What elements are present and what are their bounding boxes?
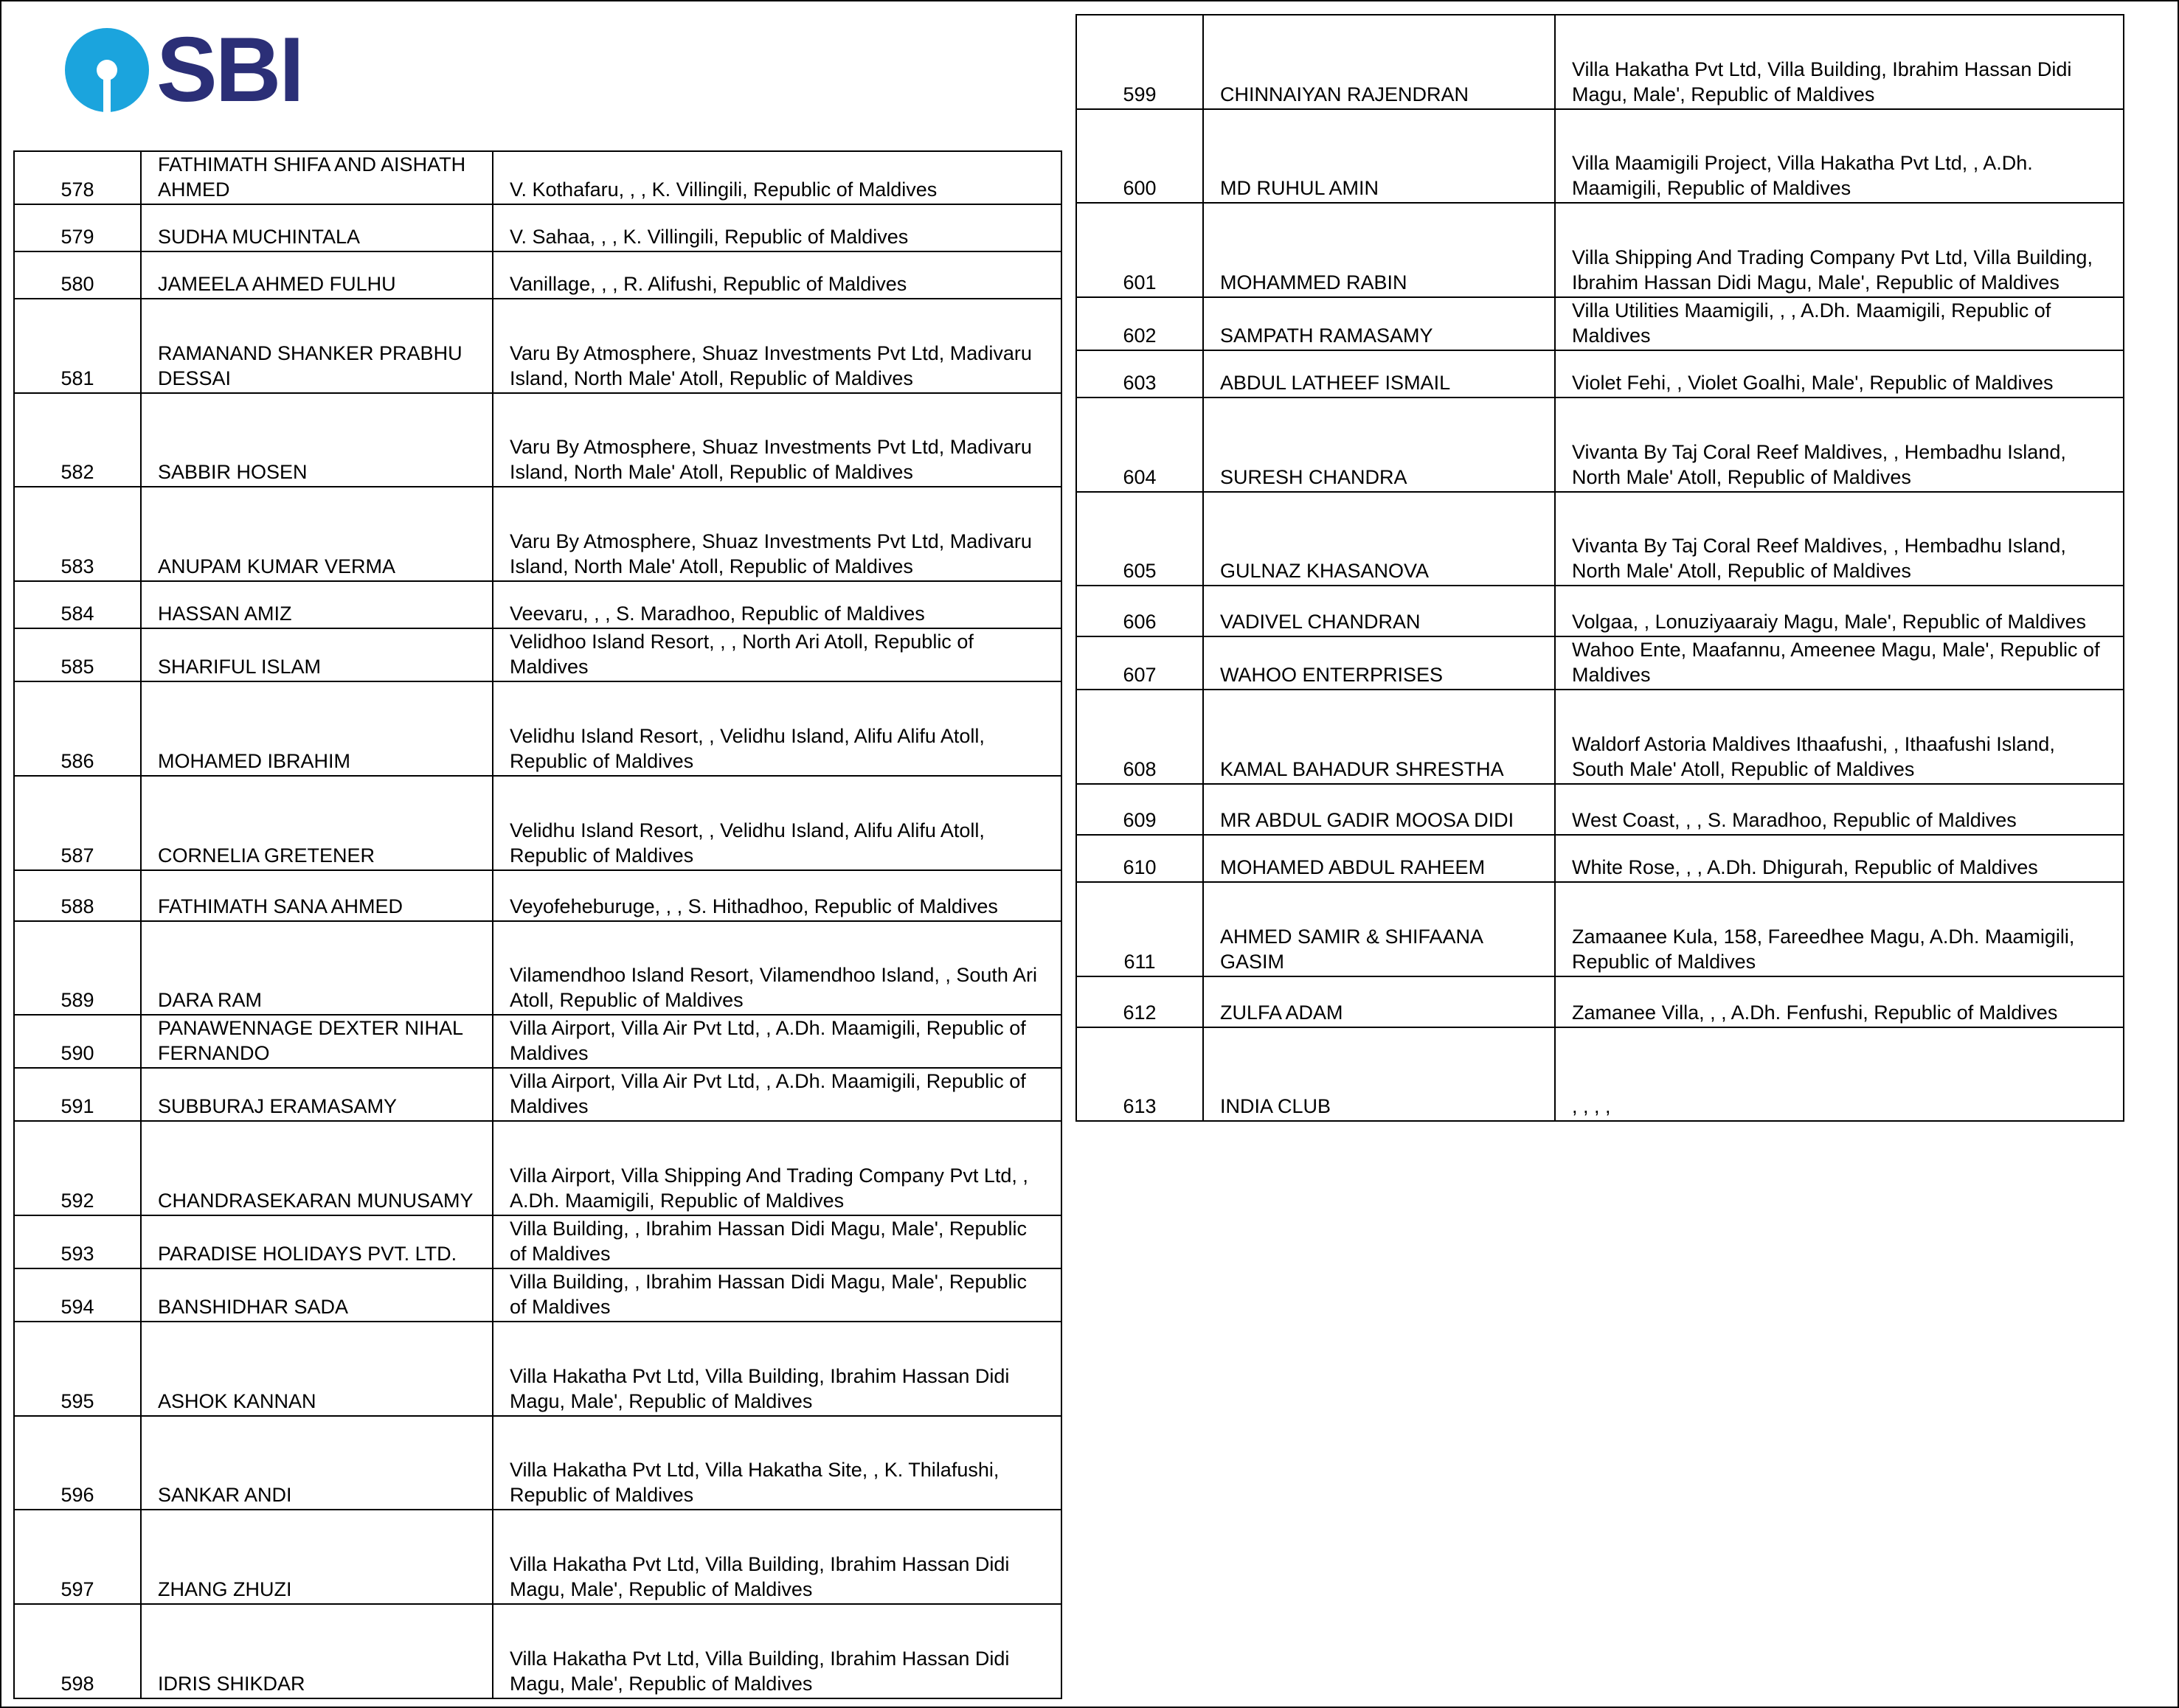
row-number: 608 <box>1076 690 1203 784</box>
table-row <box>14 1416 1061 1510</box>
customer-address: Villa Hakatha Pvt Ltd, Villa Building, Ibrahim Hassan Didi Magu, Male', Republic of Maldives <box>493 1510 1061 1604</box>
row-number: 613 <box>1076 1027 1203 1121</box>
customer-address: Vanillage, , , R. Alifushi, Republic of Maldives <box>493 251 1061 299</box>
table-row <box>1076 297 2124 350</box>
row-number: 578 <box>14 151 141 204</box>
customer-name: FATHIMATH SANA AHMED <box>141 870 493 921</box>
customer-address: Veyofeheburuge, , , S. Hithadhoo, Republic of Maldives <box>493 870 1061 921</box>
customer-address: Vivanta By Taj Coral Reef Maldives, , Hembadhu Island, North Male' Atoll, Republic of Maldives <box>1555 492 2124 586</box>
customer-name: SABBIR HOSEN <box>141 393 493 487</box>
row-number: 607 <box>1076 636 1203 690</box>
row-number: 591 <box>14 1068 141 1121</box>
table-row <box>14 151 1061 204</box>
table-row <box>1076 586 2124 636</box>
customer-address: Villa Building, , Ibrahim Hassan Didi Magu, Male', Republic of Maldives <box>493 1268 1061 1322</box>
customer-name: HASSAN AMIZ <box>141 581 493 628</box>
row-number: 587 <box>14 776 141 870</box>
table-row <box>14 1268 1061 1322</box>
customer-address: Villa Airport, Villa Air Pvt Ltd, , A.Dh. Maamigili, Republic of Maldives <box>493 1068 1061 1121</box>
customer-address: West Coast, , , S. Maradhoo, Republic of Maldives <box>1555 784 2124 835</box>
customer-table-right <box>1075 14 2124 1122</box>
customer-name: CHINNAIYAN RAJENDRAN <box>1203 15 1555 109</box>
customer-name: AHMED SAMIR & SHIFAANA GASIM <box>1203 882 1555 976</box>
customer-address: Zamanee Villa, , , A.Dh. Fenfushi, Republic of Maldives <box>1555 976 2124 1027</box>
customer-address: V. Kothafaru, , , K. Villingili, Republic of Maldives <box>493 151 1061 204</box>
customer-name: FATHIMATH SHIFA AND AISHATH AHMED <box>141 151 493 204</box>
customer-address: Villa Shipping And Trading Company Pvt Ltd, Villa Building, Ibrahim Hassan Didi Magu, Male', Republic of Maldives <box>1555 203 2124 297</box>
customer-name: SUDHA MUCHINTALA <box>141 204 493 251</box>
row-number: 594 <box>14 1268 141 1322</box>
table-row <box>1076 636 2124 690</box>
table-row <box>14 299 1061 393</box>
row-number: 595 <box>14 1322 141 1416</box>
row-number: 610 <box>1076 835 1203 882</box>
table-row <box>14 1215 1061 1268</box>
customer-address: Villa Airport, Villa Shipping And Trading Company Pvt Ltd, , A.Dh. Maamigili, Republic of Maldives <box>493 1121 1061 1215</box>
customer-name: MOHAMED IBRAHIM <box>141 681 493 776</box>
table-row <box>14 776 1061 870</box>
row-number: 597 <box>14 1510 141 1604</box>
row-number: 583 <box>14 487 141 581</box>
row-number: 596 <box>14 1416 141 1510</box>
table-row <box>14 870 1061 921</box>
customer-address: Velidhu Island Resort, , Velidhu Island, Alifu Alifu Atoll, Republic of Maldives <box>493 681 1061 776</box>
row-number: 581 <box>14 299 141 393</box>
row-number: 605 <box>1076 492 1203 586</box>
customer-name: MR ABDUL GADIR MOOSA DIDI <box>1203 784 1555 835</box>
table-row <box>14 393 1061 487</box>
table-row <box>14 581 1061 628</box>
table-row <box>14 251 1061 299</box>
customer-address: Veevaru, , , S. Maradhoo, Republic of Maldives <box>493 581 1061 628</box>
customer-address: Varu By Atmosphere, Shuaz Investments Pvt Ltd, Madivaru Island, North Male' Atoll, Republic of Maldives <box>493 393 1061 487</box>
customer-address: White Rose, , , A.Dh. Dhigurah, Republic of Maldives <box>1555 835 2124 882</box>
customer-name: KAMAL BAHADUR SHRESTHA <box>1203 690 1555 784</box>
customer-name: SUBBURAJ ERAMASAMY <box>141 1068 493 1121</box>
customer-name: DARA RAM <box>141 921 493 1015</box>
table-row <box>1076 15 2124 109</box>
row-number: 588 <box>14 870 141 921</box>
sbi-logo-text: SBI <box>156 18 302 121</box>
customer-name: BANSHIDHAR SADA <box>141 1268 493 1322</box>
table-row <box>14 487 1061 581</box>
customer-address: Varu By Atmosphere, Shuaz Investments Pvt Ltd, Madivaru Island, North Male' Atoll, Republic of Maldives <box>493 299 1061 393</box>
customer-name: IDRIS SHIKDAR <box>141 1604 493 1698</box>
row-number: 580 <box>14 251 141 299</box>
customer-address: Velidhoo Island Resort, , , North Ari Atoll, Republic of Maldives <box>493 628 1061 681</box>
customer-name: INDIA CLUB <box>1203 1027 1555 1121</box>
customer-name: SURESH CHANDRA <box>1203 398 1555 492</box>
customer-name: WAHOO ENTERPRISES <box>1203 636 1555 690</box>
table-row <box>1076 976 2124 1027</box>
customer-name: ZULFA ADAM <box>1203 976 1555 1027</box>
row-number: 601 <box>1076 203 1203 297</box>
customer-address: Vivanta By Taj Coral Reef Maldives, , Hembadhu Island, North Male' Atoll, Republic of Maldives <box>1555 398 2124 492</box>
table-row <box>1076 690 2124 784</box>
row-number: 589 <box>14 921 141 1015</box>
table-row <box>14 1068 1061 1121</box>
customer-address: , , , , <box>1555 1027 2124 1121</box>
row-number: 612 <box>1076 976 1203 1027</box>
row-number: 584 <box>14 581 141 628</box>
row-number: 592 <box>14 1121 141 1215</box>
customer-address: Violet Fehi, , Violet Goalhi, Male', Republic of Maldives <box>1555 350 2124 398</box>
table-row <box>1076 492 2124 586</box>
customer-name: ZHANG ZHUZI <box>141 1510 493 1604</box>
customer-name: MOHAMED ABDUL RAHEEM <box>1203 835 1555 882</box>
customer-address: Villa Hakatha Pvt Ltd, Villa Building, Ibrahim Hassan Didi Magu, Male', Republic of Maldives <box>493 1604 1061 1698</box>
customer-address: Villa Hakatha Pvt Ltd, Villa Hakatha Site, , K. Thilafushi, Republic of Maldives <box>493 1416 1061 1510</box>
sbi-keyhole-icon <box>63 27 150 114</box>
row-number: 611 <box>1076 882 1203 976</box>
table-row <box>1076 882 2124 976</box>
customer-name: SHARIFUL ISLAM <box>141 628 493 681</box>
row-number: 593 <box>14 1215 141 1268</box>
customer-address: Villa Airport, Villa Air Pvt Ltd, , A.Dh. Maamigili, Republic of Maldives <box>493 1015 1061 1068</box>
customer-name: CHANDRASEKARAN MUNUSAMY <box>141 1121 493 1215</box>
row-number: 586 <box>14 681 141 776</box>
customer-name: SANKAR ANDI <box>141 1416 493 1510</box>
row-number: 603 <box>1076 350 1203 398</box>
customer-address: Volgaa, , Lonuziyaaraiy Magu, Male', Republic of Maldives <box>1555 586 2124 636</box>
row-number: 590 <box>14 1015 141 1068</box>
customer-name: VADIVEL CHANDRAN <box>1203 586 1555 636</box>
customer-name: MD RUHUL AMIN <box>1203 109 1555 203</box>
table-row <box>1076 784 2124 835</box>
customer-address: Villa Utilities Maamigili, , , A.Dh. Maamigili, Republic of Maldives <box>1555 297 2124 350</box>
table-row <box>14 1322 1061 1416</box>
customer-name: ABDUL LATHEEF ISMAIL <box>1203 350 1555 398</box>
row-number: 604 <box>1076 398 1203 492</box>
row-number: 579 <box>14 204 141 251</box>
customer-address: Villa Hakatha Pvt Ltd, Villa Building, Ibrahim Hassan Didi Magu, Male', Republic of Maldives <box>493 1322 1061 1416</box>
customer-name: JAMEELA AHMED FULHU <box>141 251 493 299</box>
customer-name: MOHAMMED RABIN <box>1203 203 1555 297</box>
customer-address: Villa Maamigili Project, Villa Hakatha Pvt Ltd, , A.Dh. Maamigili, Republic of Maldives <box>1555 109 2124 203</box>
row-number: 606 <box>1076 586 1203 636</box>
customer-address: Zamaanee Kula, 158, Fareedhee Magu, A.Dh. Maamigili, Republic of Maldives <box>1555 882 2124 976</box>
table-row <box>1076 1027 2124 1121</box>
table-row <box>14 1510 1061 1604</box>
row-number: 599 <box>1076 15 1203 109</box>
table-row <box>14 681 1061 776</box>
row-number: 602 <box>1076 297 1203 350</box>
customer-name: GULNAZ KHASANOVA <box>1203 492 1555 586</box>
row-number: 609 <box>1076 784 1203 835</box>
sbi-logo <box>63 18 314 121</box>
customer-address: Wahoo Ente, Maafannu, Ameenee Magu, Male', Republic of Maldives <box>1555 636 2124 690</box>
customer-table-left <box>13 150 1062 1699</box>
row-number: 600 <box>1076 109 1203 203</box>
table-row <box>14 1015 1061 1068</box>
customer-address: Villa Hakatha Pvt Ltd, Villa Building, Ibrahim Hassan Didi Magu, Male', Republic of Maldives <box>1555 15 2124 109</box>
customer-address: Vilamendhoo Island Resort, Vilamendhoo Island, , South Ari Atoll, Republic of Maldives <box>493 921 1061 1015</box>
table-row <box>14 1121 1061 1215</box>
customer-address: Villa Building, , Ibrahim Hassan Didi Magu, Male', Republic of Maldives <box>493 1215 1061 1268</box>
customer-name: ANUPAM KUMAR VERMA <box>141 487 493 581</box>
customer-name: PANAWENNAGE DEXTER NIHAL FERNANDO <box>141 1015 493 1068</box>
customer-address: V. Sahaa, , , K. Villingili, Republic of Maldives <box>493 204 1061 251</box>
row-number: 582 <box>14 393 141 487</box>
customer-name: RAMANAND SHANKER PRABHU DESSAI <box>141 299 493 393</box>
table-row <box>1076 203 2124 297</box>
customer-name: PARADISE HOLIDAYS PVT. LTD. <box>141 1215 493 1268</box>
customer-name: ASHOK KANNAN <box>141 1322 493 1416</box>
table-row <box>1076 350 2124 398</box>
customer-name: SAMPATH RAMASAMY <box>1203 297 1555 350</box>
table-row <box>14 628 1061 681</box>
customer-address: Waldorf Astoria Maldives Ithaafushi, , Ithaafushi Island, South Male' Atoll, Republic of Maldives <box>1555 690 2124 784</box>
table-row <box>14 1604 1061 1698</box>
row-number: 585 <box>14 628 141 681</box>
table-row <box>1076 835 2124 882</box>
customer-address: Velidhu Island Resort, , Velidhu Island, Alifu Alifu Atoll, Republic of Maldives <box>493 776 1061 870</box>
row-number: 598 <box>14 1604 141 1698</box>
customer-name: CORNELIA GRETENER <box>141 776 493 870</box>
table-row <box>14 204 1061 251</box>
table-row <box>14 921 1061 1015</box>
table-row <box>1076 398 2124 492</box>
table-row <box>1076 109 2124 203</box>
customer-address: Varu By Atmosphere, Shuaz Investments Pvt Ltd, Madivaru Island, North Male' Atoll, Republic of Maldives <box>493 487 1061 581</box>
